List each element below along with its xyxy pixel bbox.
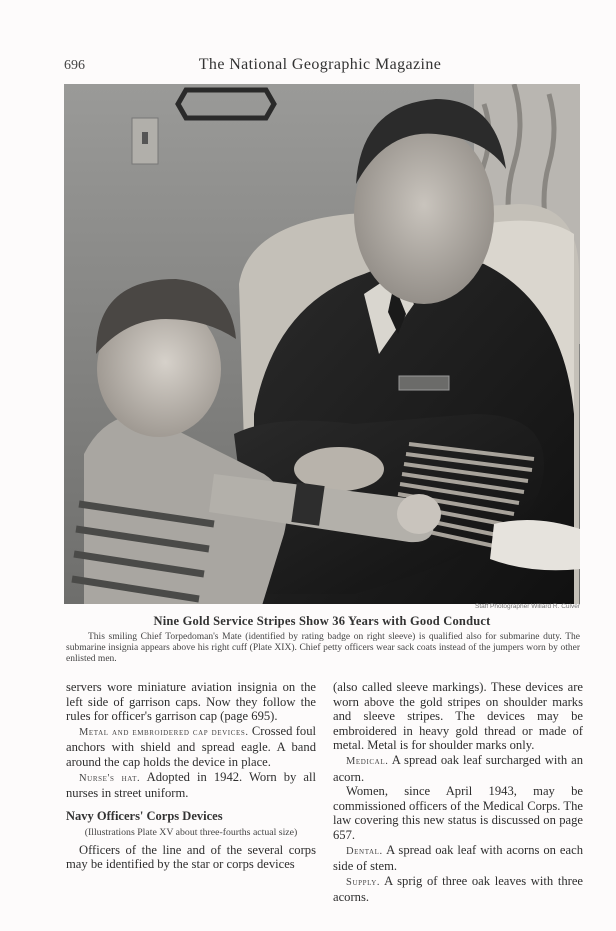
cap-devices-label: Metal and embroidered cap devices.	[79, 726, 249, 738]
photograph	[64, 84, 580, 604]
page-header	[64, 56, 576, 78]
left-column	[66, 680, 316, 872]
left-paragraph-1: servers wore miniature aviation insignia on the left side of garrison caps. Now they follow the rules for officer's garrison cap (page 695).	[66, 680, 316, 724]
page-number: 696	[64, 58, 85, 73]
supply-label: Supply.	[346, 876, 381, 888]
caption-body: This smiling Chief Torpedoman's Mate (identified by rating badge on right sleeve) is qualified also for submarine duty. The submarine insignia appears above his right cuff (Plate XIX). Chief petty officers wear sack coats instead of the jumpers worn by other enlisted men.	[66, 632, 580, 664]
section-subhead: Navy Officers' Corps Devices	[66, 808, 223, 823]
magazine-title: The National Geographic Magazine	[198, 56, 442, 73]
nurse-hat-label: Nurse's hat.	[79, 772, 141, 784]
right-paragraph-2	[333, 753, 583, 784]
section-note: (Illustrations Plate XV about three-fourths actual size)	[84, 827, 298, 839]
left-paragraph-2	[66, 724, 316, 770]
caption-headline: Nine Gold Service Stripes Show 36 Years with Good Conduct	[153, 614, 491, 628]
right-paragraph-5	[333, 874, 583, 905]
right-paragraph-1: (also called sleeve markings). These devices are worn above the gold stripes on shoulder marks and sleeve stripes. The devices may be embroidered in heavy gold thread or made of metal. Metal is for shoulder marks only.	[333, 680, 583, 753]
medical-label: Medical.	[346, 755, 389, 767]
dental-text: A spread oak leaf with acorns on each side of stem.	[333, 842, 583, 874]
right-column	[333, 680, 583, 905]
nurse-hat-text: Adopted in 1942. Worn by all nurses in street uniform.	[66, 769, 316, 801]
left-paragraph-4: Officers of the line and of the several corps may be identified by the star or corps devices	[66, 842, 316, 872]
photo-father-and-child-icon	[64, 84, 580, 604]
medical-text: A spread oak leaf surcharged with an acorn.	[333, 752, 583, 784]
photo-credit: Staff Photographer Willard R. Culver	[474, 603, 580, 610]
dental-label: Dental.	[346, 845, 383, 857]
cap-devices-text: Crossed foul anchors with shield and spread eagle. A band around the cap holds the device in place.	[66, 723, 316, 769]
left-paragraph-3	[66, 770, 316, 801]
right-paragraph-3: Women, since April 1943, may be commissioned officers of the Medical Corps. The law covering this new status is discussed on page 657.	[333, 784, 583, 842]
right-paragraph-4	[333, 843, 583, 874]
supply-text: A sprig of three oak leaves with three acorns.	[333, 873, 583, 905]
